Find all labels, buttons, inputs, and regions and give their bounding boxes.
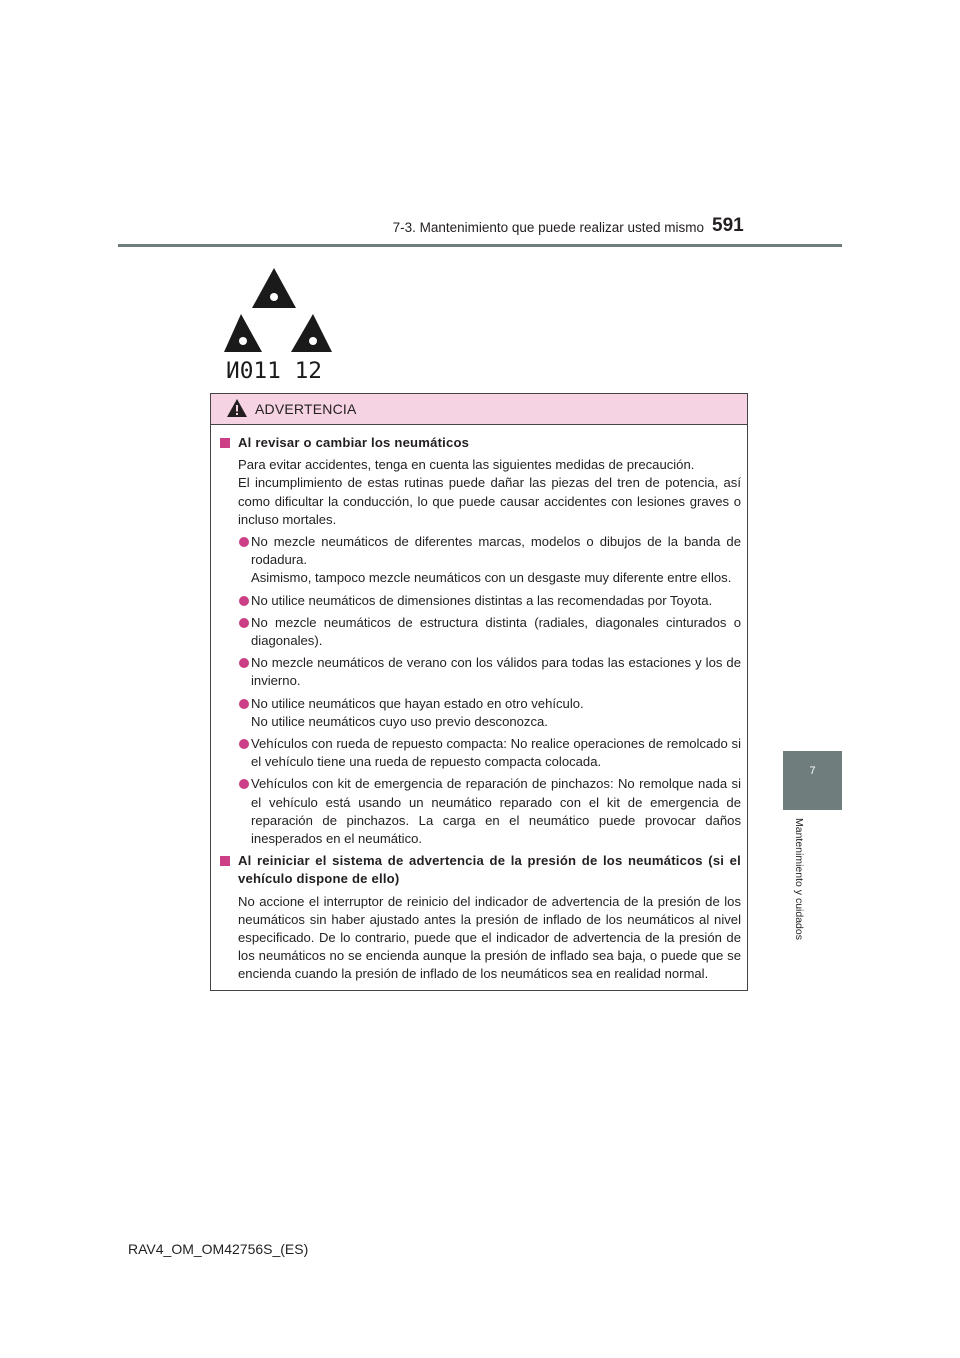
chapter-number: 7 [809, 765, 816, 777]
round-bullet-icon [239, 658, 249, 668]
page-number: 591 [712, 215, 744, 236]
warning-title: ADVERTENCIA [255, 401, 357, 417]
list-item: No mezcle neumáticos de estructura distinta (radiales, diagonales cinturados o diagonales). [219, 614, 741, 650]
round-bullet-icon [239, 537, 249, 547]
round-bullet-icon [239, 739, 249, 749]
section-text: No accione el interruptor de reinicio del indicador de advertencia de la presión de los neumáticos sin haber ajustado antes la presión de inflado de los neumáticos al nivel especificado. De lo contrario, puede que el indicador de advertencia de la presión de los neumáticos no se encienda aunque la presión de inflado sea baja, o puede que se encienda cuando la presión de inflado de los neumáticos sea en realidad normal. [238, 893, 741, 982]
list-item: No utilice neumáticos de dimensiones distintas a las recomendadas por Toyota. [219, 592, 741, 610]
round-bullet-icon [239, 699, 249, 709]
list-item: No utilice neumáticos que hayan estado en otro vehículo. No utilice neumáticos cuyo uso previo desconozca. [219, 695, 741, 731]
list-item: Vehículos con rueda de repuesto compacta: No realice operaciones de remolcado si el vehículo tiene una rueda de repuesto compacta colocada. [219, 735, 741, 771]
round-bullet-icon [239, 596, 249, 606]
header-rule [118, 244, 842, 247]
warning-body [211, 425, 747, 984]
list-item: No mezcle neumáticos de verano con los válidos para todas las estaciones y los de invierno. [219, 654, 741, 690]
chapter-tab[interactable] [783, 751, 842, 810]
tire-uniformity-triangles-symbol [224, 268, 336, 389]
round-bullet-icon [239, 618, 249, 628]
warning-header [211, 394, 747, 425]
manual-code: RAV4_OM_OM42756S_(ES) [128, 1241, 309, 1257]
warning-box [210, 393, 748, 991]
square-bullet-icon [220, 856, 230, 866]
warning-triangle-icon [227, 399, 247, 422]
section-title: 7-3. Mantenimiento que puede realizar usted mismo [392, 220, 704, 235]
section-intro: Para evitar accidentes, tenga en cuenta las siguientes medidas de precaución. El incumplimiento de estas rutinas puede dañar las piezas del tren de potencia, así como dificultar la conducción, lo que puede causar accidentes con lesiones graves o incluso mortales. [238, 457, 741, 527]
section-heading-pressure-reset: Al reiniciar el sistema de advertencia de la presión de los neumáticos (si el vehículo dispone de ello) [219, 852, 741, 888]
tire-code-text: И011 12 [226, 359, 322, 384]
list-item: No mezcle neumáticos de diferentes marcas, modelos o dibujos de la banda de rodadura. Asimismo, tampoco mezcle neumáticos con un desgaste muy diferente entre ellos. [219, 533, 741, 588]
chapter-label: Mantenimiento y cuidados [793, 818, 805, 940]
list-item: Vehículos con kit de emergencia de reparación de pinchazos: No remolque nada si el vehículo está usando un neumático reparado con el kit de emergencia de reparación de pinchazos. La carga en el neumático puede provocar daños inesperados en el neumático. [219, 775, 741, 848]
round-bullet-icon [239, 779, 249, 789]
section-heading-tires: Al revisar o cambiar los neumáticos [219, 434, 741, 452]
square-bullet-icon [220, 438, 230, 448]
